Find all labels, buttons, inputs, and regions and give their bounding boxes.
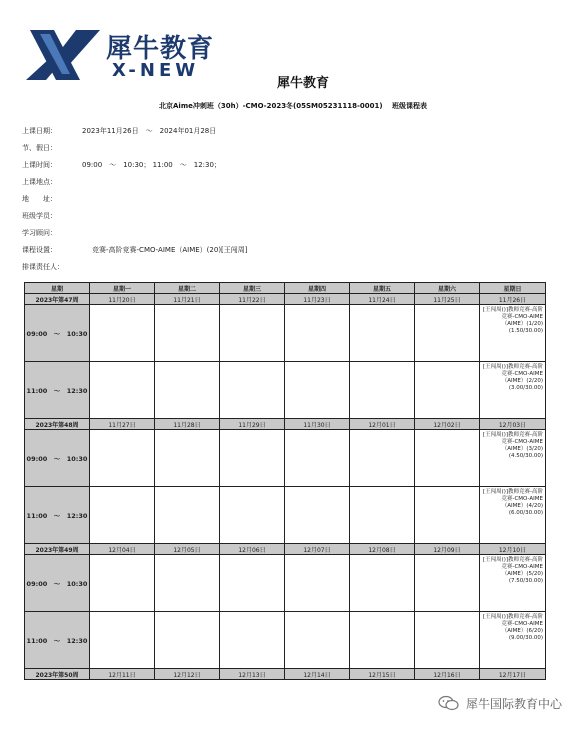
empty-cell <box>350 487 415 544</box>
schedule-table <box>24 282 546 680</box>
empty-cell <box>415 305 480 362</box>
empty-cell <box>220 305 285 362</box>
time-slot: 11:00 ～ 12:30 <box>25 612 90 669</box>
column-header: 星期日 <box>480 283 546 294</box>
column-header: 星期三 <box>220 283 285 294</box>
time-slot: 09:00 ～ 10:30 <box>25 555 90 612</box>
brand-name-cn: 犀牛教育 <box>106 34 215 64</box>
time-slot: 11:00 ～ 12:30 <box>25 362 90 419</box>
empty-cell <box>220 612 285 669</box>
empty-cell <box>285 487 350 544</box>
info-label: 节、假日： <box>22 143 57 152</box>
empty-cell <box>155 305 220 362</box>
empty-cell <box>285 305 350 362</box>
empty-cell <box>220 430 285 487</box>
class-session-cell[interactable]: [王闯周()]教师竞赛-高阶竞赛-CMO-AIME（AIME）(2/20)(3.00/30.00) <box>480 362 546 419</box>
date-cell: 11月24日 <box>350 294 415 305</box>
column-header: 星期四 <box>285 283 350 294</box>
empty-cell <box>415 487 480 544</box>
info-label: 排课责任人： <box>22 262 64 271</box>
date-cell: 11月26日 <box>480 294 546 305</box>
empty-cell <box>90 362 155 419</box>
column-header: 星期一 <box>90 283 155 294</box>
watermark-text: 犀牛国际教育中心 <box>466 696 563 711</box>
empty-cell <box>155 430 220 487</box>
header-row <box>25 283 546 294</box>
date-cell: 11月29日 <box>220 419 285 430</box>
date-cell: 12月03日 <box>480 419 546 430</box>
empty-cell <box>415 362 480 419</box>
date-cell: 12月17日 <box>480 669 546 680</box>
info-label: 上课地点： <box>22 177 57 186</box>
info-label: 地 址： <box>22 194 57 203</box>
empty-cell <box>90 487 155 544</box>
date-cell: 11月30日 <box>285 419 350 430</box>
info-label: 学习顾问： <box>22 228 57 237</box>
empty-cell <box>155 487 220 544</box>
empty-cell <box>285 612 350 669</box>
week-row <box>25 544 546 555</box>
week-label: 2023年第48周 <box>25 419 90 430</box>
column-header: 星期 <box>25 283 90 294</box>
date-cell: 11月28日 <box>155 419 220 430</box>
slot-row <box>25 362 546 419</box>
class-session-cell[interactable]: [王闯周()]教师竞赛-高阶竞赛-CMO-AIME（AIME）(5/20)(7.50/30.00) <box>480 555 546 612</box>
empty-cell <box>90 555 155 612</box>
info-label: 班级学员： <box>22 211 57 220</box>
week-label: 2023年第47周 <box>25 294 90 305</box>
info-row <box>22 207 562 224</box>
brand-name-en: X-NEW <box>112 60 200 81</box>
date-cell: 11月21日 <box>155 294 220 305</box>
empty-cell <box>285 555 350 612</box>
info-value: 竞赛-高阶竞赛-CMO-AIME（AIME）(20)[王闯周] <box>92 245 248 254</box>
date-cell: 12月11日 <box>90 669 155 680</box>
info-row <box>22 224 562 241</box>
time-slot: 09:00 ～ 10:30 <box>25 305 90 362</box>
empty-cell <box>415 430 480 487</box>
class-session-cell[interactable]: [王闯周()]教师竞赛-高阶竞赛-CMO-AIME（AIME）(4/20)(6.00/30.00) <box>480 487 546 544</box>
date-cell: 12月16日 <box>415 669 480 680</box>
empty-cell <box>350 612 415 669</box>
empty-cell <box>220 362 285 419</box>
class-session-cell[interactable]: [王闯周()]教师竞赛-高阶竞赛-CMO-AIME（AIME）(3/20)(4.50/30.00) <box>480 430 546 487</box>
watermark <box>438 689 578 717</box>
info-label: 课程设置： <box>22 245 57 254</box>
info-row <box>22 190 562 207</box>
empty-cell <box>350 430 415 487</box>
empty-cell <box>155 362 220 419</box>
date-cell: 11月20日 <box>90 294 155 305</box>
class-session-cell[interactable]: [王闯周()]教师竞赛-高阶竞赛-CMO-AIME（AIME）(6/20)(9.00/30.00) <box>480 612 546 669</box>
info-row <box>22 139 562 156</box>
empty-cell <box>220 555 285 612</box>
info-row <box>22 241 562 258</box>
info-row <box>22 156 562 173</box>
empty-cell <box>90 612 155 669</box>
date-cell: 12月12日 <box>155 669 220 680</box>
empty-cell <box>350 362 415 419</box>
info-value: 2023年11月26日 ～ 2024年01月28日 <box>82 126 217 135</box>
class-session-cell[interactable]: [王闯周()]教师竞赛-高阶竞赛-CMO-AIME（AIME）(1/20)(1.50/30.00) <box>480 305 546 362</box>
date-cell: 11月23日 <box>285 294 350 305</box>
slot-row <box>25 487 546 544</box>
wechat-icon <box>438 695 460 711</box>
time-slot: 09:00 ～ 10:30 <box>25 430 90 487</box>
empty-cell <box>415 612 480 669</box>
week-row <box>25 419 546 430</box>
date-cell: 12月13日 <box>220 669 285 680</box>
info-value: 09:00 ～ 10:30； 11:00 ～ 12:30； <box>82 160 221 169</box>
time-slot: 11:00 ～ 12:30 <box>25 487 90 544</box>
info-label: 上课时间： <box>22 160 57 169</box>
date-cell: 12月05日 <box>155 544 220 555</box>
empty-cell <box>350 555 415 612</box>
date-cell: 12月15日 <box>350 669 415 680</box>
document-title: 北京Aime冲刺班（30h）-CMO-2023冬(05SM05231118-0001) 班级课程表 <box>159 102 427 110</box>
date-cell: 12月08日 <box>350 544 415 555</box>
date-cell: 12月09日 <box>415 544 480 555</box>
info-row <box>22 173 562 190</box>
empty-cell <box>90 430 155 487</box>
column-header: 星期二 <box>155 283 220 294</box>
info-row <box>22 122 562 139</box>
date-cell: 12月06日 <box>220 544 285 555</box>
empty-cell <box>415 555 480 612</box>
date-cell: 11月22日 <box>220 294 285 305</box>
week-label: 2023年第49周 <box>25 544 90 555</box>
week-row <box>25 669 546 680</box>
empty-cell <box>285 362 350 419</box>
date-cell: 12月14日 <box>285 669 350 680</box>
org-name: 犀牛教育 <box>276 76 329 91</box>
date-cell: 12月07日 <box>285 544 350 555</box>
info-row <box>22 258 562 275</box>
slot-row <box>25 612 546 669</box>
empty-cell <box>155 612 220 669</box>
empty-cell <box>285 430 350 487</box>
date-cell: 11月25日 <box>415 294 480 305</box>
empty-cell <box>350 305 415 362</box>
info-label: 上课日期： <box>22 126 57 135</box>
week-label: 2023年第50周 <box>25 669 90 680</box>
empty-cell <box>90 305 155 362</box>
slot-row <box>25 305 546 362</box>
slot-row <box>25 430 546 487</box>
empty-cell <box>220 487 285 544</box>
date-cell: 12月02日 <box>415 419 480 430</box>
empty-cell <box>155 555 220 612</box>
slot-row <box>25 555 546 612</box>
week-row <box>25 294 546 305</box>
date-cell: 11月27日 <box>90 419 155 430</box>
column-header: 星期五 <box>350 283 415 294</box>
column-header: 星期六 <box>415 283 480 294</box>
class-info <box>22 122 562 275</box>
date-cell: 12月10日 <box>480 544 546 555</box>
date-cell: 12月04日 <box>90 544 155 555</box>
date-cell: 12月01日 <box>350 419 415 430</box>
